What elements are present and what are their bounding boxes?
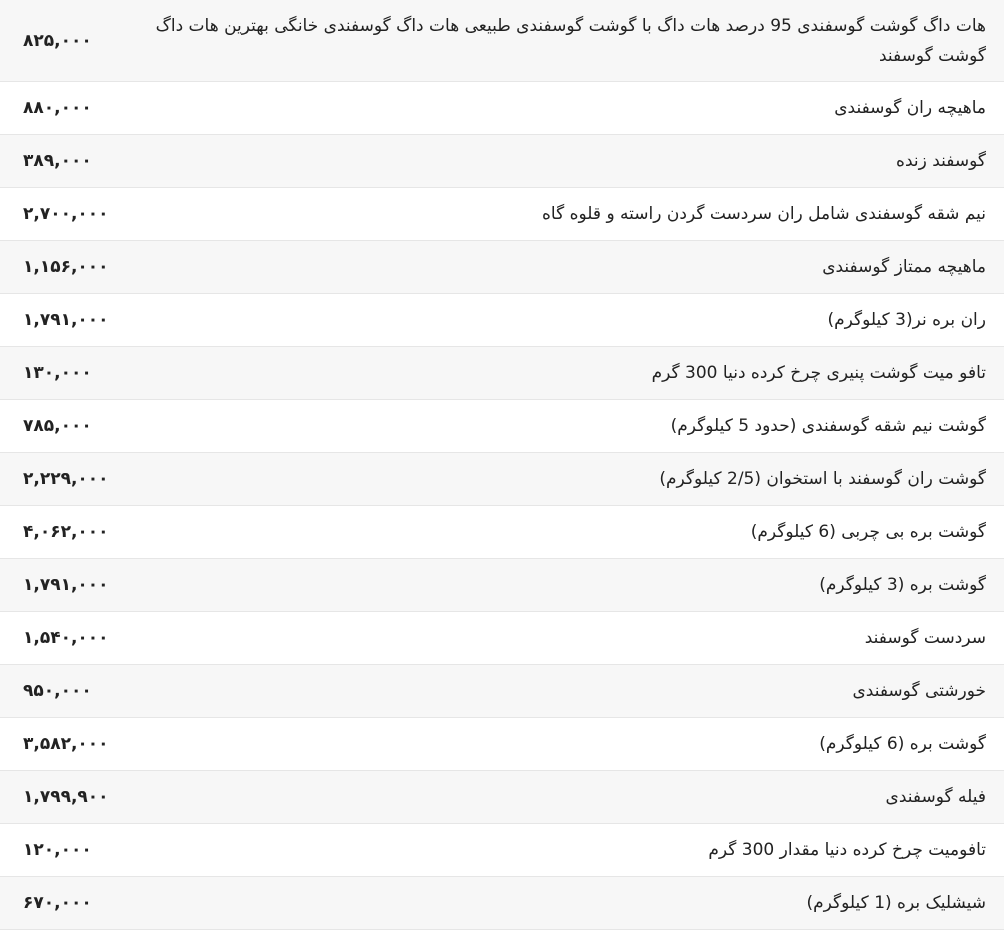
product-name-cell: گوشت ران گوسفند با استخوان (2/5 کیلوگرم) — [129, 453, 1004, 506]
table-row — [0, 0, 1004, 82]
price-cell: ۱,۵۴۰,۰۰۰ — [0, 612, 129, 665]
table-row — [0, 665, 1004, 718]
price-cell: ۲,۲۲۹,۰۰۰ — [0, 453, 129, 506]
product-name-cell: شیشلیک بره (1 کیلوگرم) — [129, 877, 1004, 930]
product-name-cell: گوشت نیم شقه گوسفندی (حدود 5 کیلوگرم) — [129, 400, 1004, 453]
price-cell: ۸۲۵,۰۰۰ — [0, 0, 129, 82]
product-name-cell: گوشت بره (6 کیلوگرم) — [129, 718, 1004, 771]
product-name-cell: ران بره نر(3 کیلوگرم) — [129, 294, 1004, 347]
table-row — [0, 718, 1004, 771]
price-cell: ۱,۷۹۹,۹۰۰ — [0, 771, 129, 824]
table-row — [0, 135, 1004, 188]
table-row — [0, 771, 1004, 824]
price-cell: ۳,۵۸۲,۰۰۰ — [0, 718, 129, 771]
table-row — [0, 294, 1004, 347]
table-row — [0, 188, 1004, 241]
table-row — [0, 400, 1004, 453]
price-cell: ۱,۷۹۱,۰۰۰ — [0, 559, 129, 612]
product-name-cell: خورشتی گوسفندی — [129, 665, 1004, 718]
price-cell: ۱,۷۹۱,۰۰۰ — [0, 294, 129, 347]
table-row — [0, 241, 1004, 294]
price-cell: ۸۸۰,۰۰۰ — [0, 82, 129, 135]
table-row — [0, 559, 1004, 612]
price-cell: ۷۸۵,۰۰۰ — [0, 400, 129, 453]
product-name-cell: تافومیت چرخ کرده دنیا مقدار 300 گرم — [129, 824, 1004, 877]
product-name-cell: گوشت بره (3 کیلوگرم) — [129, 559, 1004, 612]
price-cell: ۲,۷۰۰,۰۰۰ — [0, 188, 129, 241]
price-cell: ۳۸۹,۰۰۰ — [0, 135, 129, 188]
table-row — [0, 506, 1004, 559]
product-name-cell: سردست گوسفند — [129, 612, 1004, 665]
product-name-cell: نیم شقه گوسفندی شامل ران سردست گردن راسته و قلوه گاه — [129, 188, 1004, 241]
price-cell: ۱,۱۵۶,۰۰۰ — [0, 241, 129, 294]
table-row — [0, 82, 1004, 135]
price-cell: ۴,۰۶۲,۰۰۰ — [0, 506, 129, 559]
product-name-cell: ماهیچه ممتاز گوسفندی — [129, 241, 1004, 294]
price-cell: ۱۲۰,۰۰۰ — [0, 824, 129, 877]
product-name-cell: هات داگ گوشت گوسفندی 95 درصد هات داگ با گوشت گوسفندی طبیعی هات داگ گوسفندی خانگی بهترین هات داگ گوشت گوسفند — [129, 0, 1004, 82]
product-name-cell: تافو میت گوشت پنیری چرخ کرده دنیا 300 گرم — [129, 347, 1004, 400]
table-row — [0, 453, 1004, 506]
product-name-cell: گوسفند زنده — [129, 135, 1004, 188]
table-row — [0, 612, 1004, 665]
product-name-cell: فیله گوسفندی — [129, 771, 1004, 824]
table-row — [0, 824, 1004, 877]
product-name-cell: گوشت بره بی چربی (6 کیلوگرم) — [129, 506, 1004, 559]
table-row — [0, 877, 1004, 930]
price-cell: ۹۵۰,۰۰۰ — [0, 665, 129, 718]
price-cell: ۶۷۰,۰۰۰ — [0, 877, 129, 930]
price-cell: ۱۳۰,۰۰۰ — [0, 347, 129, 400]
product-name-cell: ماهیچه ران گوسفندی — [129, 82, 1004, 135]
table-row — [0, 347, 1004, 400]
